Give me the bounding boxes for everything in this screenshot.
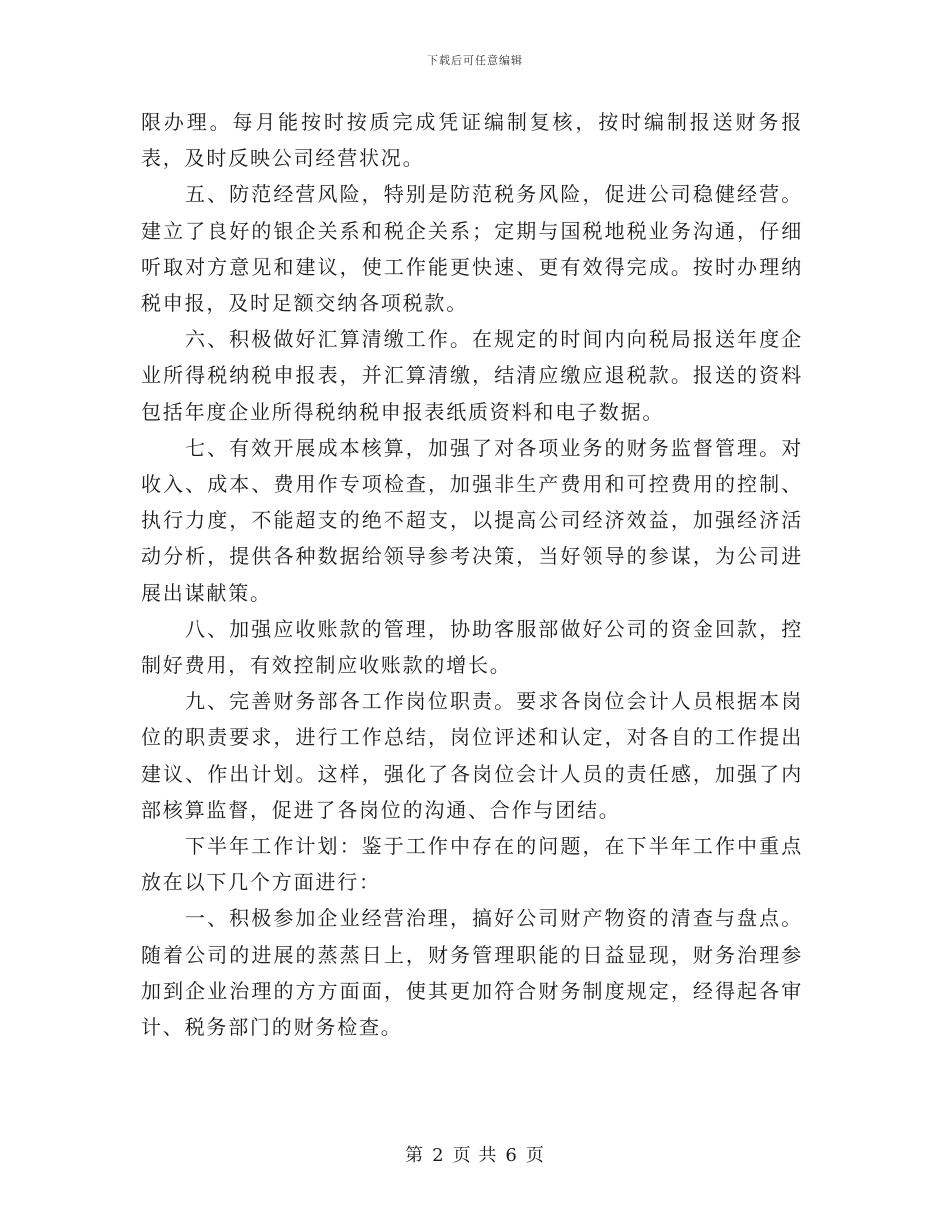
footer-prefix: 第: [405, 1145, 425, 1166]
page-header: 下载后可任意编辑: [427, 54, 523, 67]
document-body: [141, 104, 803, 1045]
paragraph-cost-accounting: 七、有效开展成本核算，加强了对各项业务的财务监督管理。对收入、成本、费用作专项检查，加强非生产费用和可控费用的控制、执行力度，不能超支的绝不超支，以提高公司经济效益，加强经济活动分析，提供各种数据给领导参考决策，当好领导的参谋，为公司进展出谋献策。: [141, 435, 803, 605]
footer-suffix: 页: [525, 1145, 545, 1166]
page-number: 2: [432, 1145, 445, 1166]
footer-middle: 页 共: [452, 1145, 498, 1166]
paragraph-receivables: 八、加强应收账款的管理，协助客服部做好公司的资金回款，控制好费用，有效控制应收账款的增长。: [141, 616, 803, 678]
page-total: 6: [505, 1145, 518, 1166]
paragraph-second-half-plan: 下半年工作计划：鉴于工作中存在的问题，在下半年工作中重点放在以下几个方面进行：: [141, 834, 803, 895]
paragraph-risk-prevention: 五、防范经营风险，特别是防范税务风险，促进公司稳健经营。建立了良好的银企关系和税企关系；定期与国税地税业务沟通，仔细听取对方意见和建议，使工作能更快速、更有效得完成。按时办理纳税申报，及时足额交纳各项税款。: [141, 182, 803, 316]
page-footer: [0, 1144, 950, 1168]
paragraph-tax-settlement: 六、积极做好汇算清缴工作。在规定的时间内向税局报送年度企业所得税纳税申报表，并汇算清缴，结清应缴应退税款。报送的资料包括年度企业所得税纳税申报表纸质资料和电子数据。: [141, 327, 803, 424]
paragraph-job-duties: 九、完善财务部各工作岗位职责。要求各岗位会计人员根据本岗位的职责要求，进行工作总结，岗位评述和认定，对各自的工作提出建议、作出计划。这样，强化了各岗位会计人员的责任感，加强了内部核算监督，促进了各岗位的沟通、合作与团结。: [141, 689, 803, 822]
paragraph-continued: 限办理。每月能按时按质完成凭证编制复核，按时编制报送财务报表，及时反映公司经营状况。: [141, 110, 803, 171]
paragraph-plan-item-one: 一、积极参加企业经营治理，搞好公司财产物资的清查与盘点。随着公司的进展的蒸蒸日上，财务管理职能的日益显现，财务治理参加到企业治理的方方面面，使其更加符合财务制度规定，经得起各审计、税务部门的财务检查。: [141, 906, 803, 1040]
